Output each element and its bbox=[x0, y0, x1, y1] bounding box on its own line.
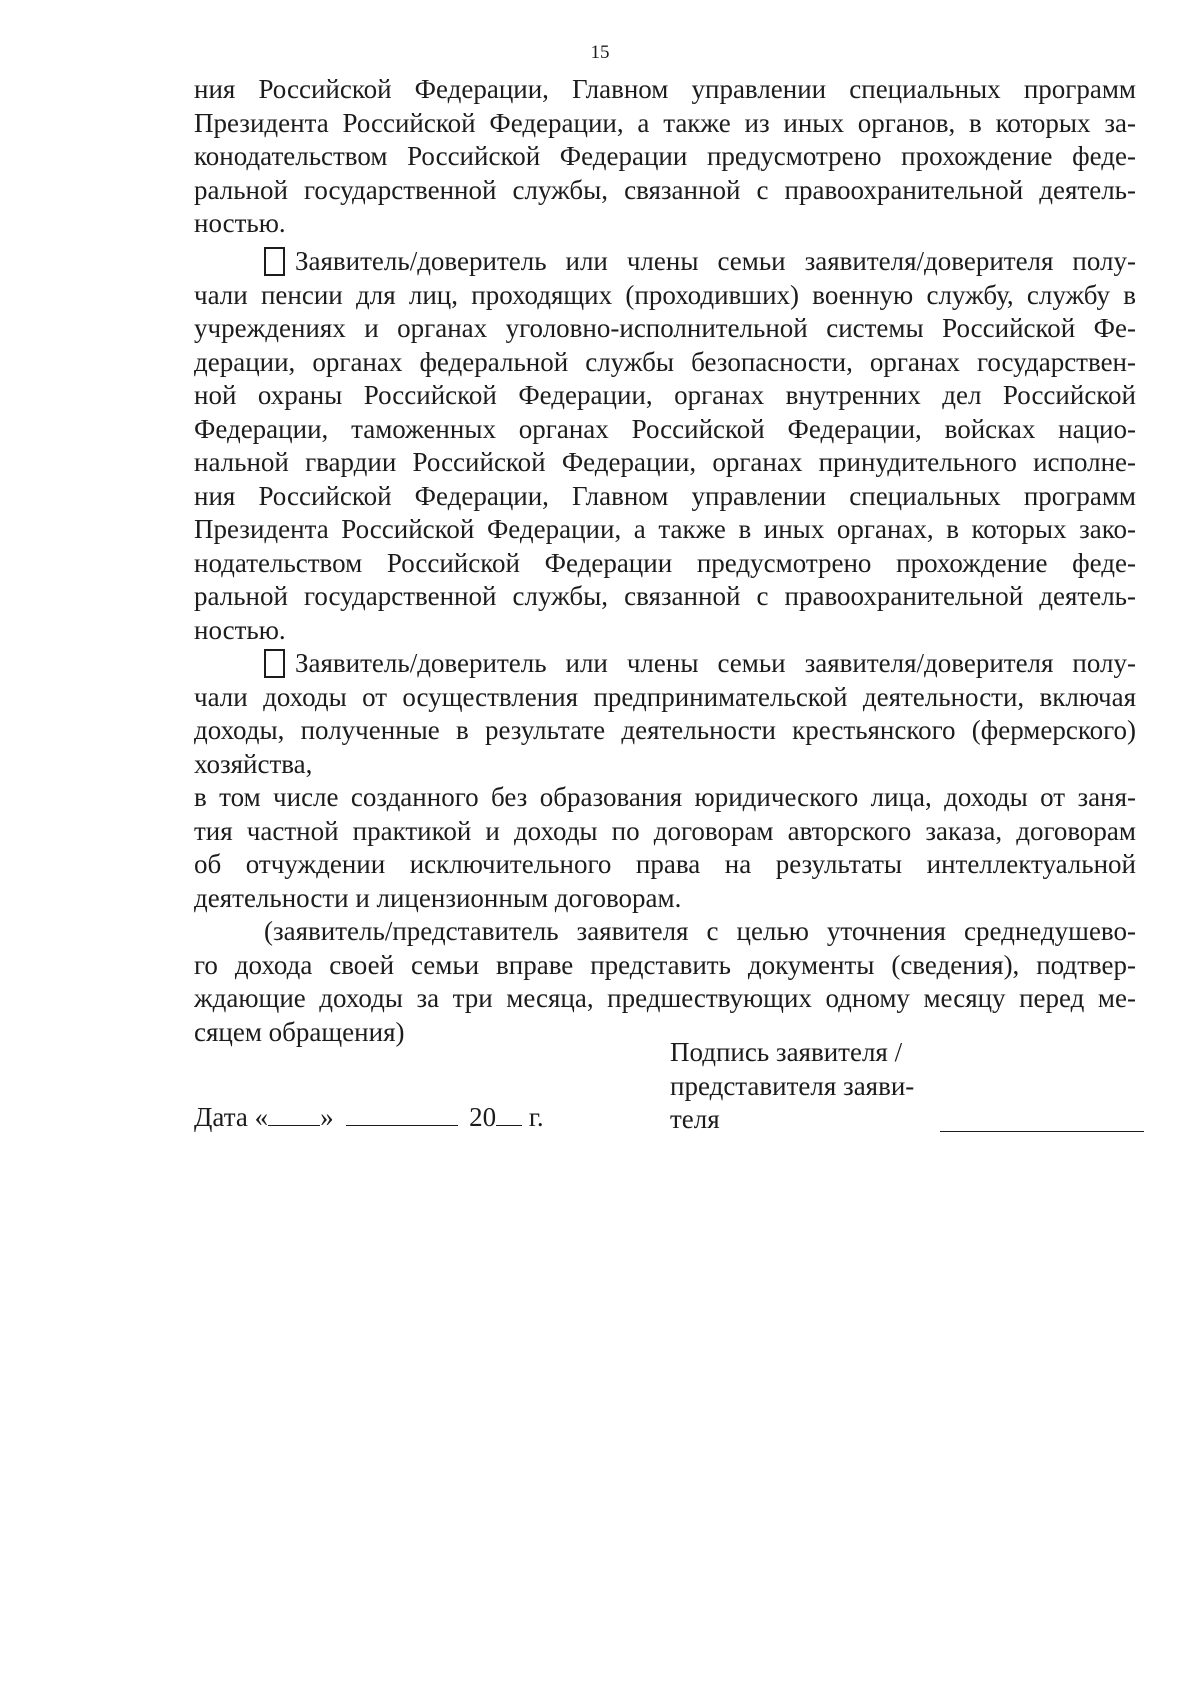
text-line: нальной гвардии Российской Федерации, органах принудительного исполне- bbox=[194, 447, 1136, 477]
text-line: сяцем обращения) bbox=[194, 1016, 405, 1047]
text-line: Заявитель/доверитель или члены семьи заявителя/доверителя полу- bbox=[295, 246, 1136, 276]
day-blank[interactable] bbox=[268, 1101, 320, 1126]
date-close-quote: » bbox=[320, 1102, 334, 1132]
year-suffix: г. bbox=[522, 1102, 544, 1132]
paragraph-continuation bbox=[194, 73, 1136, 241]
clarification-note bbox=[194, 915, 1136, 1049]
business-income-checkbox[interactable] bbox=[264, 649, 285, 678]
text-line: Президента Российской Федерации, а также в иных органах, в которых зако- bbox=[194, 514, 1136, 544]
text-line: хозяйства, bbox=[194, 748, 313, 779]
business-income-paragraph bbox=[194, 647, 1136, 781]
text-line: Федерации, таможенных органах Российской Федерации, войсках нацио- bbox=[194, 413, 1136, 444]
date-field bbox=[194, 1101, 544, 1135]
pension-checkbox[interactable] bbox=[264, 247, 285, 276]
signature-label-line: теля bbox=[670, 1104, 720, 1134]
text-line: ностью. bbox=[194, 208, 286, 238]
year-prefix: 20 bbox=[469, 1102, 497, 1132]
year-blank[interactable] bbox=[496, 1101, 522, 1126]
business-first-line bbox=[194, 647, 1136, 681]
business-income-details bbox=[194, 781, 1136, 915]
page-number: 15 bbox=[590, 42, 610, 63]
date-label: Дата « bbox=[194, 1102, 269, 1132]
signature-label-line: представителя заяви- bbox=[670, 1070, 915, 1101]
text-line: ждающие доходы за три месяца, предшествующих одному месяцу перед ме- bbox=[194, 983, 1136, 1013]
text-line: ральной государственной службы, связанной с правоохранительной деятель- bbox=[194, 174, 1136, 205]
text-line: Заявитель/доверитель или члены семьи заявителя/доверителя полу- bbox=[295, 648, 1136, 678]
text-line: ральной государственной службы, связанной с правоохранительной деятель- bbox=[194, 581, 1136, 611]
text-line: ния Российской Федерации, Главном управлении специальных программ bbox=[194, 480, 1136, 511]
signature-label-line: Подпись заявителя / bbox=[670, 1037, 903, 1067]
text-line: доходы, полученные в результате деятельности крестьянского (фермерского) bbox=[194, 715, 1136, 745]
text-line: го дохода своей семьи вправе представить документы (сведения), подтвер- bbox=[194, 949, 1136, 980]
signature-field[interactable] bbox=[940, 1131, 1144, 1132]
text-line: (заявитель/представитель заявителя с целью уточнения среднедушево- bbox=[264, 916, 1136, 946]
text-line: ния Российской Федерации, Главном управлении специальных программ bbox=[194, 74, 1136, 104]
text-line: деятельности и лицензионным договорам. bbox=[194, 882, 682, 913]
text-line: тия частной практикой и доходы по договорам авторского заказа, договорам bbox=[194, 815, 1136, 846]
text-line: об отчуждении исключительного права на результаты интеллектуальной bbox=[194, 849, 1136, 879]
signature-label bbox=[670, 1036, 970, 1137]
text-line: учреждениях и органах уголовно-исполнительной системы Российской Фе- bbox=[194, 313, 1136, 343]
pension-first-line bbox=[194, 245, 1136, 279]
text-line: дерации, органах федеральной службы безопасности, органах государствен- bbox=[194, 346, 1136, 377]
text-line: нодательством Российской Федерации предусмотрено прохождение феде- bbox=[194, 547, 1136, 578]
month-blank[interactable] bbox=[346, 1101, 458, 1126]
text-line: конодательством Российской Федерации предусмотрено прохождение феде- bbox=[194, 141, 1136, 171]
text-line: ной охраны Российской Федерации, органах внутренних дел Российской bbox=[194, 380, 1136, 410]
text-line: в том числе созданного без образования юридического лица, доходы от заня- bbox=[194, 782, 1136, 812]
pension-paragraph bbox=[194, 245, 1136, 647]
text-line: чали пенсии для лиц, проходящих (проходивших) военную службу, службу в bbox=[194, 279, 1136, 310]
text-line: ностью. bbox=[194, 614, 286, 645]
text-line: чали доходы от осуществления предпринимательской деятельности, включая bbox=[194, 681, 1136, 712]
text-line: Президента Российской Федерации, а также из иных органов, в которых за- bbox=[194, 107, 1136, 138]
